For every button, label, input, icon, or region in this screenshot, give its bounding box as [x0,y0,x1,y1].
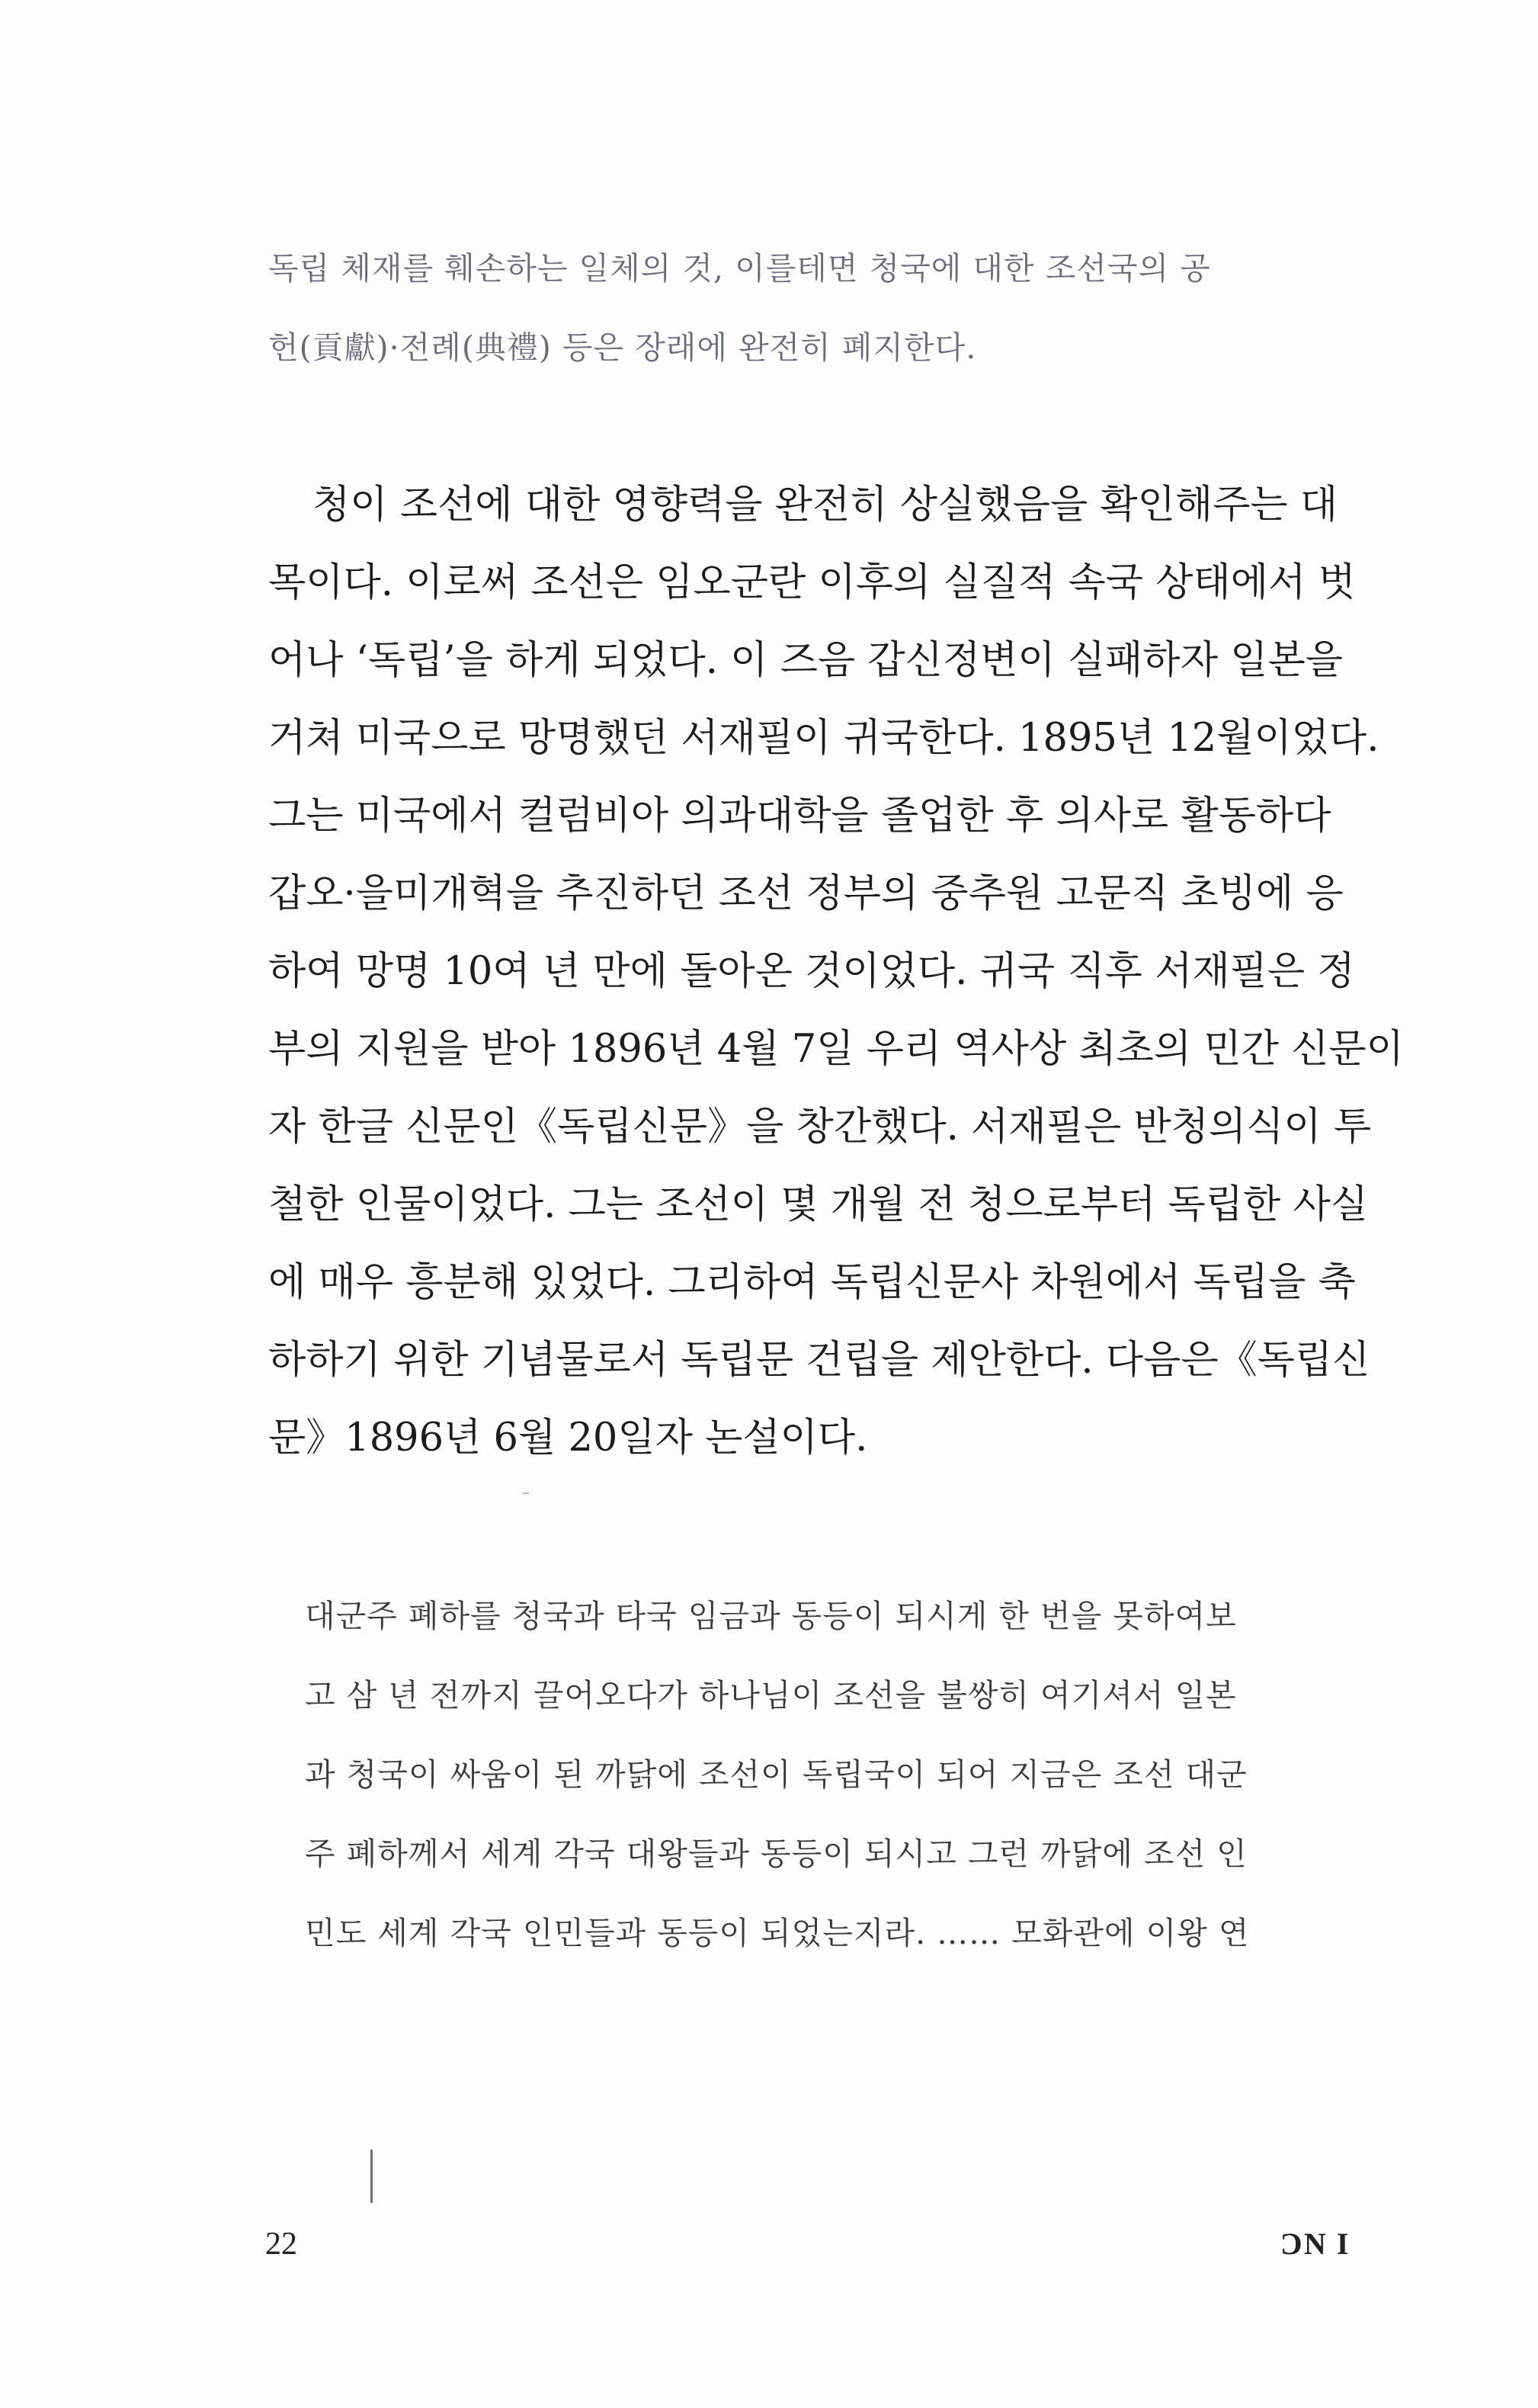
body-line: 문》1896년 6월 20일자 논설이다. [268,1416,868,1461]
body-line: 어나 ‘독립’을 하게 되었다. 이 즈음 갑신정변이 실패하자 일본을 [268,638,1343,683]
quote-line: 과 청국이 싸움이 된 까닭에 조선이 독립국이 되어 지금은 조선 대군 [305,1756,1248,1793]
margin-rule [370,2150,373,2203]
body-line: 청이 조선에 대한 영향력을 완전히 상실했음을 확인해주는 대 [312,483,1338,527]
print-mark [523,1493,529,1494]
body-line: 목이다. 이로써 조선은 임오군란 이후의 실질적 속국 상태에서 벗 [268,560,1356,605]
body-line: 그는 미국에서 컬럼비아 의과대학을 졸업한 후 의사로 활동하다 [268,794,1331,838]
quote-line: 고 삼 년 전까지 끌어오다가 하나님이 조선을 불쌍히 여기셔서 일본 [305,1677,1237,1714]
body-paragraph [268,467,1404,1477]
quote-line: 민도 세계 각국 인민들과 동등이 되었는지라. …… 모화관에 이왕 연 [305,1915,1250,1951]
body-line: 갑오·을미개혁을 추진하던 조선 정부의 중추원 고문직 초빙에 응 [268,871,1344,916]
quote-block-top [268,229,1366,387]
quote-line: 헌(貢獻)·전례(典禮) 등은 장래에 완전히 폐지한다. [268,329,977,366]
body-line: 거쳐 미국으로 망명했던 서재필이 귀국한다. 1895년 12월이었다. [268,716,1379,761]
page-number: 22 [265,2227,297,2262]
body-line: 부의 지원을 받아 1896년 4월 7일 우리 역사상 최초의 민간 신문이 [268,1027,1404,1072]
quote-line: 주 폐하께서 세계 각국 대왕들과 동등이 되시고 그런 까닭에 조선 인 [305,1836,1248,1872]
body-line: 자 한글 신문인《독립신문》을 창간했다. 서재필은 반청의식이 투 [268,1105,1372,1149]
quote-block-bottom [305,1576,1372,1973]
body-line: 철한 인물이었다. 그는 조선이 몇 개월 전 청으로부터 독립한 사실 [268,1182,1369,1227]
body-line: 하여 망명 10여 년 만에 돌아온 것이었다. 귀국 직후 서재필은 정 [268,949,1355,994]
body-line: 에 매우 흥분해 있었다. 그리하여 독립신문사 차원에서 독립을 축 [268,1260,1356,1305]
running-head: ϽN I [1280,2227,1351,2261]
body-line: 하하기 위한 기념물로서 독립문 건립을 제안한다. 다음은《독립신 [268,1338,1370,1383]
quote-line: 대군주 폐하를 청국과 타국 임금과 동등이 되시게 한 번을 못하여보 [305,1598,1237,1634]
quote-line: 독립 체재를 훼손하는 일체의 것, 이를테면 청국에 대한 조선국의 공 [268,250,1211,287]
